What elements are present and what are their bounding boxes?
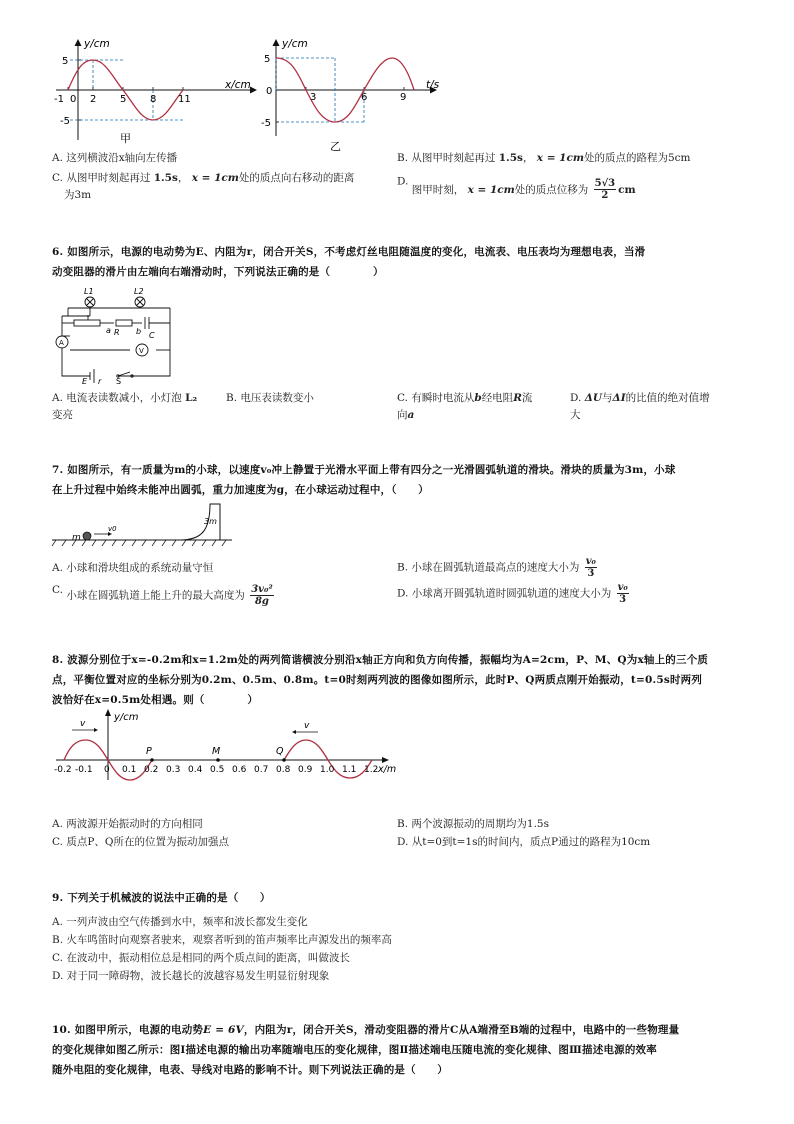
- q6-option-b[interactable]: B. 电压表读数变小: [226, 392, 314, 404]
- q10-stem: 10. 如图甲所示，电源的电动势E = 6V，内阻为r，闭合开关S，滑动变阻器的滑片C从A端滑至B端的过程中，电路中的一些物理量 的变化规律如图乙所示：图Ⅰ描述电源的输出功率随端电压的变化规律，图Ⅱ描述端电压随电流的变化规律、图Ⅲ描述电源的效率 随外电阻的变化规律，电表、导线对电路的影响不计。则下列说法正确的是（ ）: [52, 1024, 680, 1076]
- jia-tick-x-0: 0: [70, 94, 77, 105]
- q6-circuit-figure: [50, 286, 180, 386]
- q9-option-a[interactable]: A. 一列声波由空气传播到水中，频率和波长都发生变化: [52, 916, 308, 928]
- q7-slider-figure: [52, 500, 242, 550]
- q7-ball: [83, 532, 91, 540]
- q7-option-b[interactable]: B. 小球在圆弧轨道最高点的速度大小为 $\frac{\text{v₀}}{3}$: [397, 556, 596, 579]
- q6-option-c[interactable]: C. 有瞬时电流从b经电阻R流 向a: [397, 392, 533, 421]
- q7-option-a[interactable]: A. 小球和滑块组成的系统动量守恒: [52, 562, 214, 574]
- yi-tick-y--5: -5: [261, 118, 271, 129]
- svg-text:0.2: 0.2: [144, 765, 159, 775]
- yi-tick-0: 0: [266, 86, 273, 97]
- q8-x-label: x/m: [378, 764, 397, 775]
- svg-text:-0.1: -0.1: [75, 765, 93, 775]
- svg-text:1.2: 1.2: [364, 765, 379, 775]
- q6-label-l1: L1: [84, 287, 94, 296]
- q6-label-e: E: [82, 377, 88, 386]
- q6-label-s: S: [116, 377, 122, 386]
- q9-option-b[interactable]: B. 火车鸣笛时向观察者驶来，观察者听到的笛声频率比声源发出的频率高: [52, 934, 392, 946]
- q8-right-v: v: [304, 721, 310, 731]
- q6-label-ammeter: A: [59, 339, 64, 347]
- q7-stem: 7. 如图所示，有一质量为m的小球，以速度v₀冲上静置于光滑水平面上带有四分之一光滑圆弧轨道的滑块。滑块的质量为3m，小球 在上升过程中始终未能冲出圆弧，重力加速度为g，在小球运动过程中，（ ）: [52, 464, 676, 496]
- q8-option-a[interactable]: A. 两波源开始振动时的方向相同: [52, 818, 203, 830]
- jia-y-label: y/cm: [84, 38, 110, 50]
- q6-option-a[interactable]: A. 电流表读数减小，小灯泡 L₂ 变亮: [52, 392, 198, 421]
- q5-option-c[interactable]: C. 从图甲时刻起再过 1.5s， x = 1cm处的质点向右移动的距离 为3m: [52, 172, 355, 201]
- figure-jia-wave-graph: [50, 36, 260, 146]
- q6-label-a: a: [106, 326, 111, 335]
- q9-option-c[interactable]: C. 在波动中，振动相位总是相同的两个质点间的距离，叫做波长: [52, 952, 350, 964]
- q7-label-m: m: [72, 533, 81, 543]
- q6-label-l2: L2: [134, 287, 144, 296]
- yi-caption: 乙: [330, 140, 341, 153]
- yi-tick-y-5: 5: [264, 54, 271, 65]
- q8-option-d[interactable]: D. 从t=0到t=1s的时间内，质点P通过的路程为10cm: [397, 836, 651, 848]
- jia-tick-x-8: 8: [150, 94, 157, 105]
- jia-caption: 甲: [120, 132, 131, 145]
- q5-option-b[interactable]: B. 从图甲时刻起再过 1.5s， x = 1cm处的质点的路程为5cm: [397, 152, 691, 164]
- svg-text:0.9: 0.9: [298, 765, 313, 775]
- q5-option-a[interactable]: [52, 150, 177, 167]
- q5-option-d[interactable]: D. 图甲时刻， x = 1cm处的质点位移为 $\frac{5√3}{2}$ cm: [397, 175, 636, 201]
- jia-tick-y-5: 5: [62, 56, 69, 67]
- q8-option-c[interactable]: C. 质点P、Q所在的位置为振动加强点: [52, 836, 230, 848]
- q6-label-r-internal: r: [98, 377, 102, 386]
- jia-y-arrow: [75, 39, 82, 46]
- svg-text:1.0: 1.0: [320, 765, 335, 775]
- yi-t-label: t/s: [426, 79, 440, 91]
- q7-label-3m: 3m: [204, 517, 217, 526]
- q7-d-fraction: $\frac{\text{v₀}}{3}$: [617, 582, 628, 605]
- q7-label-v0: v0: [108, 525, 117, 533]
- q6-label-voltmeter: V: [139, 347, 144, 355]
- q5-option-a-text: A. 这列横波沿x轴向左传播: [52, 152, 178, 164]
- svg-text:0.7: 0.7: [254, 765, 269, 775]
- svg-text:0.6: 0.6: [232, 765, 247, 775]
- q6-label-b: b: [136, 327, 142, 336]
- svg-text:-0.2: -0.2: [54, 765, 72, 775]
- svg-text:0.4: 0.4: [188, 765, 203, 775]
- q6-label-c: C: [149, 331, 155, 340]
- q9-stem: 9. 下列关于机械波的说法中正确的是（ ）: [52, 892, 271, 904]
- svg-text:0.1: 0.1: [122, 765, 137, 775]
- jia-x-label: x/cm: [225, 79, 251, 91]
- q9-option-d[interactable]: D. 对于同一障碍物，波长越长的波越容易发生明显衍射现象: [52, 970, 330, 982]
- jia-x-arrow: [250, 87, 257, 94]
- jia-tick-y--5: -5: [60, 116, 70, 127]
- jia-tick-x-11: 11: [178, 94, 191, 105]
- svg-text:0.3: 0.3: [166, 765, 181, 775]
- figure-yi-vibration-graph: [262, 36, 452, 154]
- q8-stem: 8. 波源分别位于x=-0.2m和x=1.2m处的两列简谐横波分别沿x轴正方向和负方向传播，振幅均为A=2cm，P、M、Q为x轴上的三个质 点，平衡位置对应的坐标分别为0.2m、0.5m、0.8m。t=0时刻两列波的图像如图所示，此时P、Q两质点刚开始振动，t=0.5s时两列 波恰好在x=0.5m处相遇。则（ ）: [52, 654, 709, 706]
- q7-option-c[interactable]: C. 小球在圆弧轨道上能上升的最大高度为 $\frac{\text{3v₀²}}{8g}$: [52, 583, 273, 607]
- q6-stem: 6. 如图所示，电源的电动势为E、内阻为r，闭合开关S，不考虑灯丝电阻随温度的变化，电流表、电压表均为理想电表，当滑 动变阻器的滑片由左端向右端滑动时，下列说法正确的是（ ）: [52, 246, 646, 278]
- q8-wave-figure: [50, 708, 400, 780]
- svg-text:0: 0: [104, 765, 110, 775]
- q6-label-r: R: [114, 328, 120, 337]
- q8-point-m: M: [212, 746, 221, 757]
- jia-tick-x-5: 5: [120, 94, 127, 105]
- svg-text:1.1: 1.1: [342, 765, 357, 775]
- yi-tick-6: 6: [361, 92, 368, 103]
- q6-resistor-r: [116, 320, 132, 326]
- q8-y-label: y/cm: [114, 712, 139, 723]
- q6-option-d[interactable]: D. ΔU与ΔI的比值的绝对值增 大: [570, 392, 710, 421]
- q6-rheostat: [74, 320, 100, 326]
- q8-left-v: v: [80, 719, 86, 729]
- yi-y-label: y/cm: [282, 38, 308, 50]
- q8-point-q: Q: [276, 746, 284, 757]
- jia-tick-x--1: -1: [54, 94, 64, 105]
- yi-tick-9: 9: [400, 92, 407, 103]
- q7-c-fraction: $\frac{\text{3v₀²}}{8g}$: [251, 584, 273, 607]
- q5-d-fraction: $\frac{5√3}{2}$: [594, 178, 616, 201]
- q7-option-d[interactable]: D. 小球离开圆弧轨道时圆弧轨道的速度大小为 $\frac{\text{v₀}}{3}$: [397, 582, 628, 605]
- q8-point-p: P: [146, 746, 152, 757]
- q8-option-b[interactable]: B. 两个波源振动的周期均为1.5s: [397, 818, 549, 830]
- svg-text:0.5: 0.5: [210, 765, 225, 775]
- q7-b-fraction: $\frac{\text{v₀}}{3}$: [585, 556, 596, 579]
- svg-text:0.8: 0.8: [276, 765, 291, 775]
- jia-tick-x-2: 2: [90, 94, 97, 105]
- yi-tick-3: 3: [310, 92, 317, 103]
- yi-y-arrow: [273, 39, 280, 46]
